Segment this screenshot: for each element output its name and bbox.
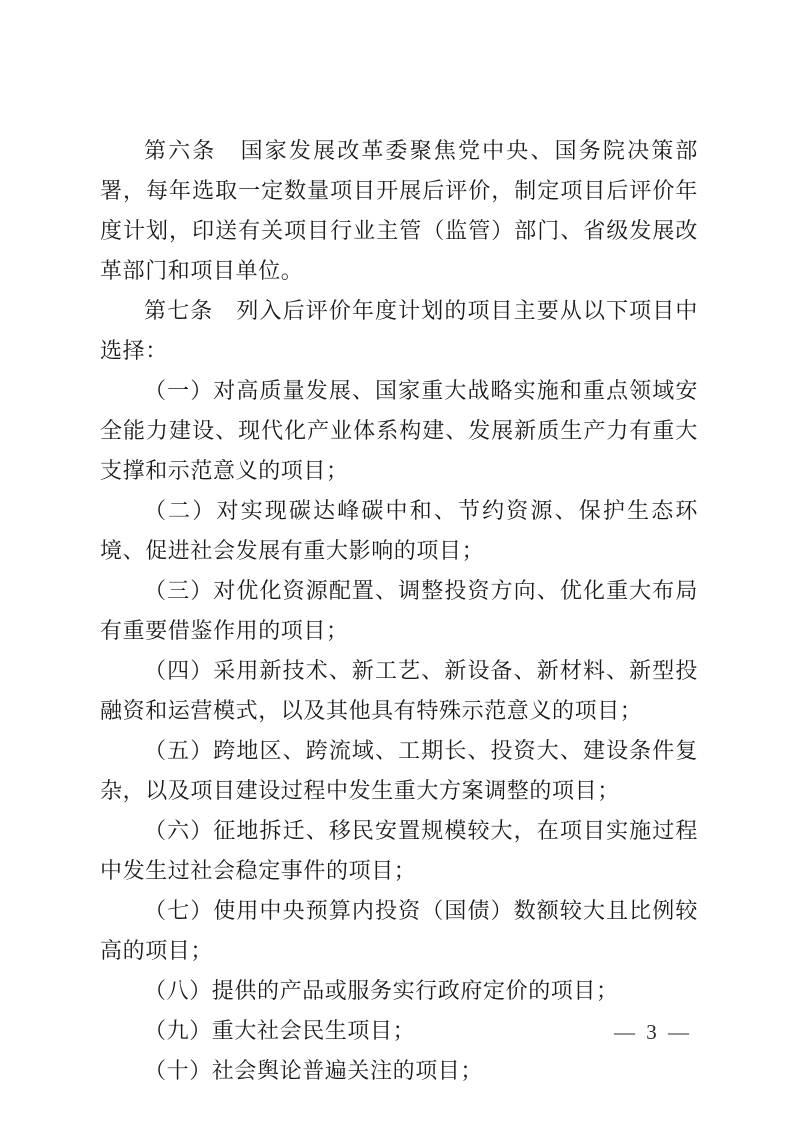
document-body <box>100 131 698 1091</box>
paragraph-article-6: 第六条 国家发展改革委聚焦党中央、国务院决策部署，每年选取一定数量项目开展后评价，制定项目后评价年度计划，印送有关项目行业主管（监管）部门、省级发展改革部门和项目单位。 <box>100 138 698 283</box>
list-item-6: （六）征地拆迁、移民安置规模较大，在项目实施过程中发生过社会稳定事件的项目； <box>100 818 698 883</box>
list-item-4: （四）采用新技术、新工艺、新设备、新材料、新型投融资和运营模式，以及其他具有特殊示范意义的项目； <box>100 658 698 723</box>
list-item-2: （二）对实现碳达峰碳中和、节约资源、保护生态环境、促进社会发展有重大影响的项目； <box>100 498 698 563</box>
list-item-5: （五）跨地区、跨流域、工期长、投资大、建设条件复杂，以及项目建设过程中发生重大方案调整的项目； <box>100 738 698 803</box>
list-item-8: （八）提供的产品或服务实行政府定价的项目； <box>144 978 619 1003</box>
list-item-9: （九）重大社会民生项目； <box>144 1018 416 1043</box>
page-number: — 3 — <box>614 1020 692 1044</box>
list-item-10: （十）社会舆论普遍关注的项目； <box>144 1058 484 1083</box>
list-item-3: （三）对优化资源配置、调整投资方向、优化重大布局有重要借鉴作用的项目； <box>100 578 698 643</box>
list-item-7: （七）使用中央预算内投资（国债）数额较大且比例较高的项目； <box>100 898 698 963</box>
paragraph-article-7: 第七条 列入后评价年度计划的项目主要从以下项目中选择： <box>100 298 698 363</box>
list-item-1: （一）对高质量发展、国家重大战略实施和重点领域安全能力建设、现代化产业体系构建、发展新质生产力有重大支撑和示范意义的项目； <box>100 378 698 483</box>
